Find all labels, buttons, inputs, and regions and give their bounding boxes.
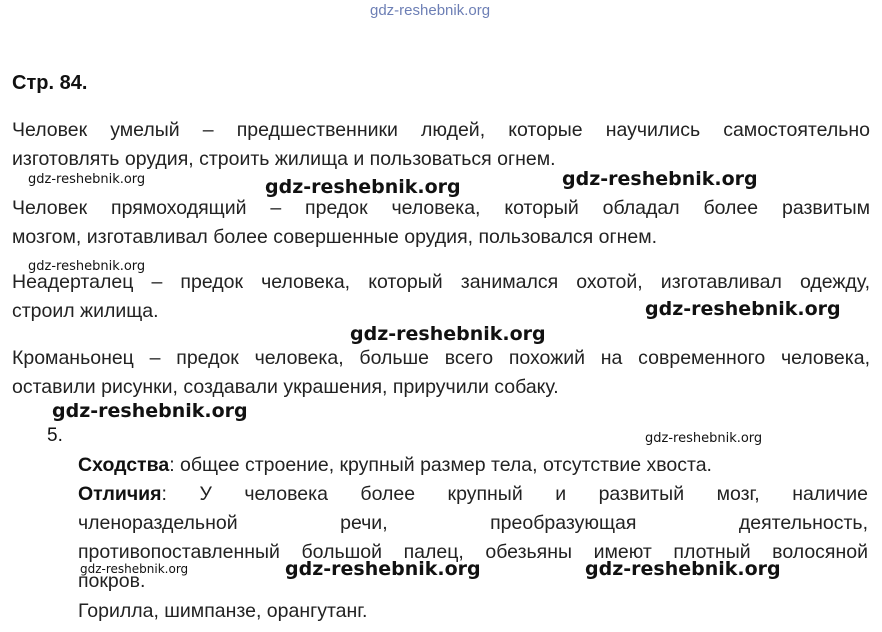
- task-number: 5.: [47, 425, 63, 446]
- page-number: Стр. 84.: [12, 72, 88, 94]
- watermark-top: gdz-reshebnik.org: [370, 2, 491, 19]
- watermark: gdz-reshebnik.org: [585, 558, 781, 580]
- watermark: gdz-reshebnik.org: [562, 168, 758, 190]
- apes-list: Горилла, шимпанзе, орангутанг.: [78, 600, 368, 622]
- watermark: gdz-reshebnik.org: [265, 176, 461, 198]
- definition-line: Неадерталец – предок человека, который занимался охотой, изготавливал одежду,: [12, 271, 870, 293]
- definition-cro-magnon: [12, 344, 870, 402]
- differences-line: покров.: [78, 570, 146, 592]
- watermark: gdz-reshebnik.org: [52, 400, 248, 422]
- similarities-text: : общее строение, крупный размер тела, отсутствие хвоста.: [169, 454, 712, 476]
- definition-line: мозгом, изготавливал более совершенные орудия, пользовался огнем.: [12, 226, 658, 248]
- definition-line: строил жилища.: [12, 300, 159, 322]
- differences-text: : У человека более крупный и развитый мозг, наличие: [161, 483, 868, 505]
- watermark: gdz-reshebnik.org: [645, 298, 841, 320]
- watermark: gdz-reshebnik.org: [350, 323, 546, 345]
- differences-line: членораздельной речи, преобразующая деятельность,: [78, 512, 868, 534]
- watermark: gdz-reshebnik.org: [645, 431, 763, 446]
- definition-line: изготовлять орудия, строить жилища и пользоваться огнем.: [12, 148, 556, 170]
- similarities-paragraph: [78, 451, 868, 480]
- watermark: gdz-reshebnik.org: [80, 562, 189, 576]
- watermark: gdz-reshebnik.org: [28, 259, 146, 274]
- definition-line: оставили рисунки, создавали украшения, приручили собаку.: [12, 376, 559, 398]
- definition-homo-erectus: [12, 194, 870, 252]
- differences-label: Отличия: [78, 483, 162, 505]
- definition-line: Человек умелый – предшественники людей, которые научились самостоятельно: [12, 119, 870, 141]
- definition-line: Человек прямоходящий – предок человека, который обладал более развитым: [12, 197, 870, 219]
- watermark: gdz-reshebnik.org: [28, 172, 146, 187]
- differences-line: [78, 480, 868, 509]
- similarities-label: Сходства: [78, 454, 170, 476]
- definition-line: Кроманьонец – предок человека, больше всего похожий на современного человека,: [12, 347, 870, 369]
- definition-homo-habilis: [12, 116, 870, 174]
- watermark: gdz-reshebnik.org: [285, 558, 481, 580]
- differences-line: противопоставленный большой палец, обезьяны имеют плотный волосяной: [78, 541, 868, 563]
